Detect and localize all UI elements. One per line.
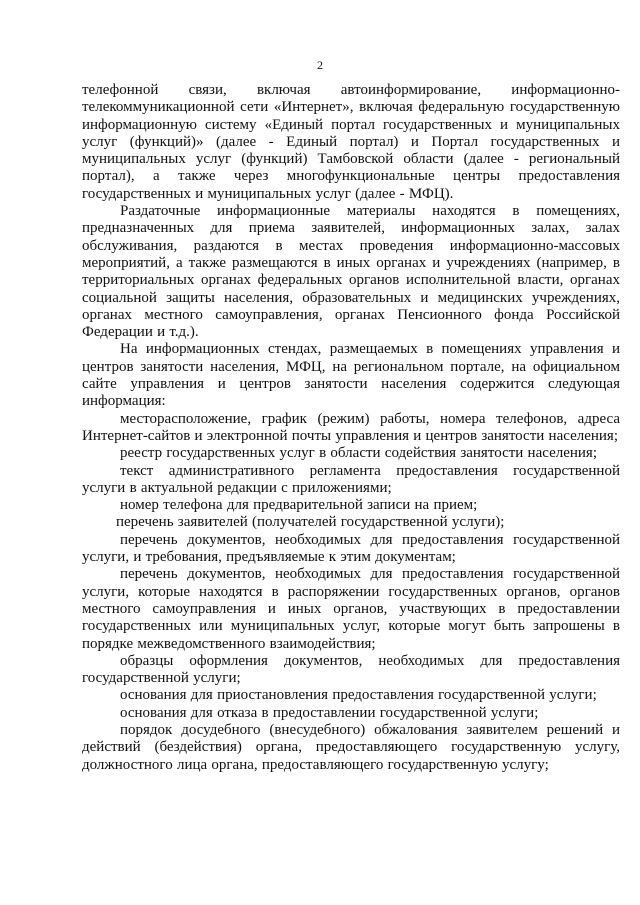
list-item-interagency-documents: перечень документов, необходимых для предоставления государственной услуги, которые находятся в распоряжении государственных органов, органов местного самоуправления и иных органов, участвующих в предоставлении государственных или муниципальных услуг, которые могут быть запрошены в порядке межведомственного взаимодействия; (82, 566, 620, 652)
list-item-document-samples: образцы оформления документов, необходимых для предоставления государственной услуги; (82, 652, 620, 687)
paragraph-contact-channels: телефонной связи, включая автоинформирование, информационно-телекоммуникационной сети «Интернет», включая федеральную государственную информационную систему «Единый портал государственных и муниципальных услуг (функций)» (далее - Единый портал) и Портал государственных и муниципальных услуг (функций) Тамбовской области (далее - региональный портал), а также через многофункциональные центры предоставления государственных и муниципальных услуг (далее - МФЦ). (82, 82, 620, 202)
list-item-appointment-phone: номер телефона для предварительной записи на прием; (120, 497, 478, 514)
page-number: 2 (317, 58, 323, 72)
list-item-services-registry: реестр государственных услуг в области содействия занятости населения; (120, 445, 598, 462)
list-item-applicants: перечень заявителей (получателей государственной услуги); (116, 514, 505, 531)
document-body (82, 82, 620, 774)
list-item-suspension-grounds: основания для приостановления предоставления государственной услуги; (120, 687, 597, 704)
list-item-appeal-procedure: порядок досудебного (внесудебного) обжалования заявителем решений и действий (бездействия) органа, предоставляющего государственную услугу, должностного лица органа, предоставляющего государственную услугу; (82, 721, 620, 773)
list-item-regulation-text: текст административного регламента предоставления государственной услуги в актуальной редакции с приложениями; (82, 462, 620, 496)
list-item-refusal-grounds: основания для отказа в предоставлении государственной услуги; (120, 704, 539, 721)
list-item-location-schedule: месторасположение, график (режим) работы, номера телефонов, адреса Интернет-сайтов и электронной почты управления и центров занятости населения; (82, 410, 620, 444)
list-item-required-documents: перечень документов, необходимых для предоставления государственной услуги, и требования, предъявляемые к этим документам; (82, 531, 620, 566)
paragraph-handout-materials: Раздаточные информационные материалы находятся в помещениях, предназначенных для приема заявителей, информационных залах, залах обслуживания, раздаются в местах проведения информационно-массовых мероприятий, а также размещаются в иных органах и учреждениях (например, в территориальных органах федеральных органов исполнительной власти, органах социальной защиты населения, образовательных и медицинских учреждениях, органах местного самоуправления, органах Пенсионного фонда Российской Федерации и т.д.). (82, 203, 620, 341)
paragraph-info-stands-intro: На информационных стендах, размещаемых в помещениях управления и центров занятости населения, МФЦ, на региональном портале, на официальном сайте управления и центров занятости населения содержится следующая информация: (82, 341, 620, 410)
